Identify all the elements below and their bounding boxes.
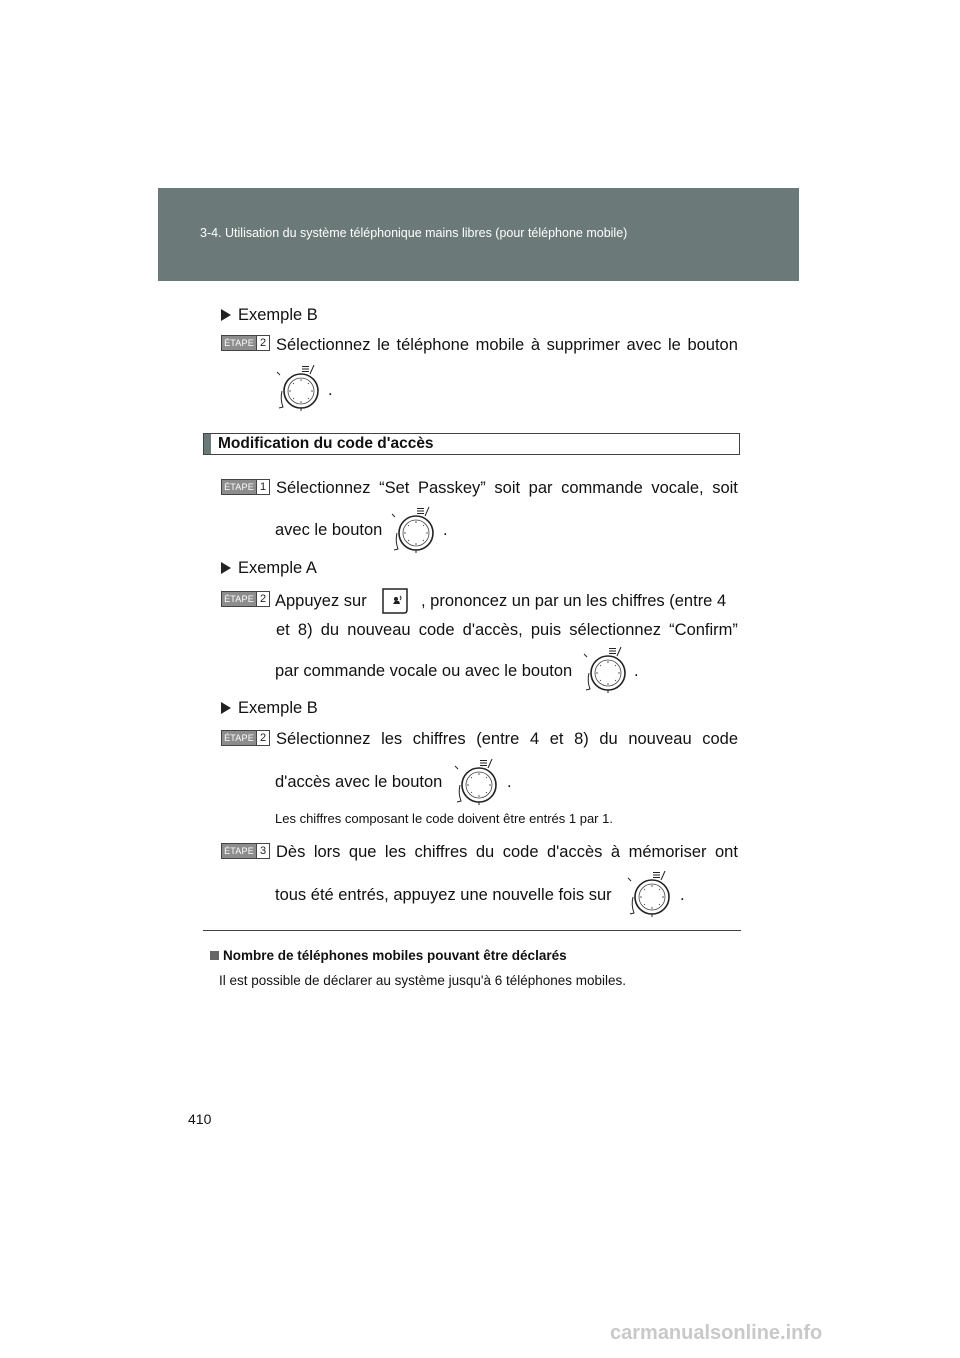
period: . <box>443 521 448 539</box>
section-header-title: 3-4. Utilisation du système téléphonique mains libres (pour téléphone mobile) <box>200 226 628 240</box>
period: . <box>328 381 333 399</box>
section-title-bar <box>204 434 211 454</box>
tune-sel-knob-icon <box>452 757 500 805</box>
step-badge: ÉTAPE 2 <box>221 335 270 351</box>
watermark: carmanualsonline.info <box>610 1322 823 1344</box>
step1-line1: Sélectionnez “Set Passkey” soit par commande vocale, soit <box>276 479 738 497</box>
period: . <box>680 886 685 904</box>
section-title: Modification du code d'accès <box>218 435 434 452</box>
exA-line2: et 8) du nouveau code d'accès, puis sélectionnez “Confirm” <box>276 621 738 639</box>
right-arrow-icon <box>221 562 231 574</box>
step3-line1: Dès lors que les chiffres du code d'accès à mémoriser ont <box>276 843 738 861</box>
info-text: Il est possible de déclarer au système jusqu'à 6 téléphones mobiles. <box>219 973 627 988</box>
step1-line2: avec le bouton <box>275 521 383 539</box>
step3-line2: tous été entrés, appuyez une nouvelle fois sur <box>275 886 612 904</box>
page-number: 410 <box>188 1111 212 1127</box>
period: . <box>507 773 512 791</box>
step-badge: ÉTAPE 2 <box>221 591 270 607</box>
section-header-band <box>158 188 799 281</box>
right-arrow-icon <box>221 309 231 321</box>
example-a-heading: Exemple A <box>221 558 317 578</box>
tune-sel-knob-icon <box>625 869 673 917</box>
section-title-box <box>203 433 740 455</box>
right-arrow-icon <box>221 702 231 714</box>
step-badge: ÉTAPE 2 <box>221 730 270 746</box>
exB-note: Les chiffres composant le code doivent être entrés 1 par 1. <box>275 811 613 826</box>
exB-line2: d'accès avec le bouton <box>275 773 443 791</box>
exB-line1: Sélectionnez les chiffres (entre 4 et 8) du nouveau code <box>276 730 738 748</box>
exA-line3: par commande vocale ou avec le bouton <box>275 662 573 680</box>
block1-line1: Sélectionnez le téléphone mobile à supprimer avec le bouton <box>276 336 738 354</box>
tune-sel-knob-icon <box>274 363 322 411</box>
info-title: Nombre de téléphones mobiles pouvant être déclarés <box>210 948 567 963</box>
exA-line1-part1: Appuyez sur <box>275 592 367 610</box>
tune-sel-knob-icon <box>389 505 437 553</box>
example-b-heading-2: Exemple B <box>221 698 318 718</box>
step-badge: ÉTAPE 1 <box>221 479 270 495</box>
tune-sel-knob-icon <box>581 645 629 693</box>
period: . <box>634 662 639 680</box>
exA-line1-part2: , prononcez un par un les chiffres (entre 4 <box>421 592 727 610</box>
talk-button-icon <box>381 588 411 614</box>
example-b-heading-1: Exemple B <box>221 305 318 325</box>
step-badge: ÉTAPE 3 <box>221 843 270 859</box>
square-bullet-icon <box>210 951 219 960</box>
divider <box>203 930 741 931</box>
